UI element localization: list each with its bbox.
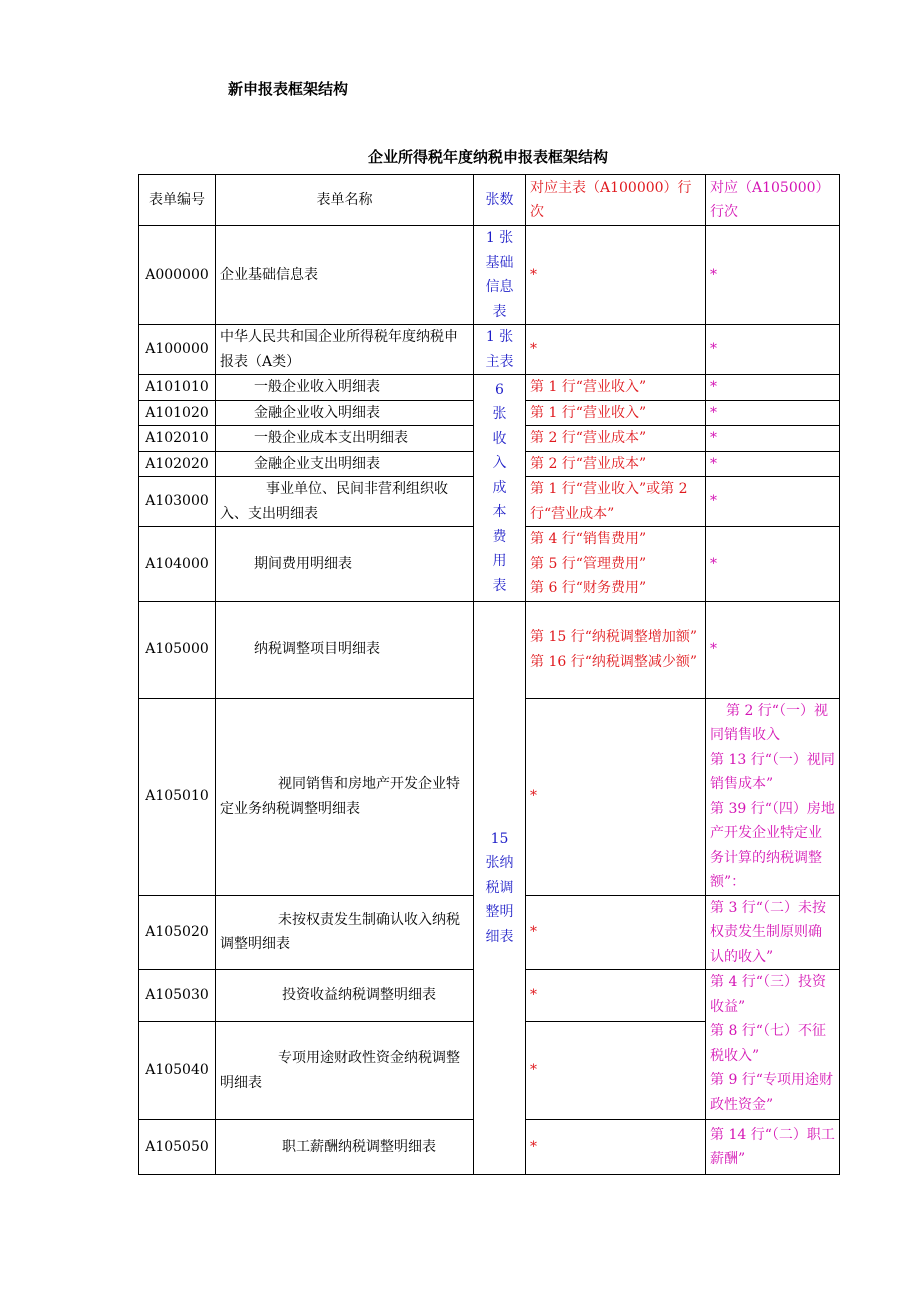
main-ref-cell xyxy=(526,1022,706,1120)
sheet-count: 1 张基础信息表 xyxy=(474,226,526,325)
framework-table xyxy=(138,174,840,1175)
a105000-ref-cell: 第 3 行“（二）未按权责发生制原则确认的收入” xyxy=(706,895,840,970)
document-title: 新申报表框架结构 xyxy=(228,80,349,98)
table-row xyxy=(139,325,840,375)
a105000-ref-cell xyxy=(706,601,840,698)
star-mark: * xyxy=(710,379,717,395)
star-mark: * xyxy=(710,430,717,446)
star-mark: * xyxy=(530,987,537,1004)
main-ref-cell xyxy=(526,895,706,970)
main-ref-cell: 第 2 行“营业成本” xyxy=(526,426,706,452)
form-name: 中华人民共和国企业所得税年度纳税申报表（A类） xyxy=(216,325,474,375)
main-ref-cell xyxy=(526,698,706,895)
sheet-count: 1 张主表 xyxy=(474,325,526,375)
form-code: A105030 xyxy=(139,970,216,1022)
main-ref-line: 第 15 行“纳税调整增加额” xyxy=(530,629,698,645)
form-name: 视同销售和房地产开发企业特定业务纳税调整明细表 xyxy=(216,698,474,895)
form-name: 企业基础信息表 xyxy=(216,226,474,325)
form-name: 职工薪酬纳税调整明细表 xyxy=(216,1120,474,1175)
form-code: A105040 xyxy=(139,1022,216,1120)
star-mark: * xyxy=(710,455,717,472)
main-ref-cell xyxy=(526,970,706,1022)
star-mark: * xyxy=(710,555,717,572)
header-row xyxy=(139,175,840,226)
table-row xyxy=(139,375,840,401)
main-ref-line: 第 5 行“管理费用” xyxy=(530,555,647,572)
form-code: A103000 xyxy=(139,477,216,527)
form-code: A105010 xyxy=(139,698,216,895)
main-ref-cell: 第 1 行“营业收入”或第 2 行“营业成本” xyxy=(526,477,706,527)
form-name: 纳税调整项目明细表 xyxy=(216,601,474,698)
main-ref-cell xyxy=(526,527,706,602)
a105000-ref-cell xyxy=(706,375,840,401)
star-mark: * xyxy=(530,266,537,283)
star-mark: * xyxy=(530,1062,537,1079)
a105000-ref-line: 第 13 行“（一）视同销售成本” xyxy=(710,751,835,792)
form-code: A101010 xyxy=(139,375,216,401)
main-ref-cell xyxy=(526,325,706,375)
main-ref-cell xyxy=(526,1120,706,1175)
a105000-ref-line: 第 2 行“（一）视同销售收入 xyxy=(710,702,828,743)
header-code: 表单编号 xyxy=(139,175,216,226)
form-name: 专项用途财政性资金纳税调整明细表 xyxy=(216,1022,474,1120)
a105000-ref-cell xyxy=(706,970,840,1120)
form-code: A100000 xyxy=(139,325,216,375)
header-name: 表单名称 xyxy=(216,175,474,226)
form-code: A105020 xyxy=(139,895,216,970)
star-mark: * xyxy=(530,1138,537,1155)
star-mark: * xyxy=(710,493,717,510)
a105000-ref-cell: 第 14 行“（二）职工薪酬” xyxy=(706,1120,840,1175)
main-ref-cell xyxy=(526,226,706,325)
form-name: 投资收益纳税调整明细表 xyxy=(216,970,474,1022)
main-ref-cell xyxy=(526,601,706,698)
form-code: A104000 xyxy=(139,527,216,602)
header-a105000-ref: 对应（A105000）行次 xyxy=(706,175,840,226)
a105000-ref-cell xyxy=(706,426,840,452)
main-ref-line: 第 4 行“销售费用” xyxy=(530,531,647,547)
star-mark: * xyxy=(710,266,717,283)
a105000-ref-cell xyxy=(706,477,840,527)
header-main-ref: 对应主表（A100000）行次 xyxy=(526,175,706,226)
form-name: 一般企业收入明细表 xyxy=(216,375,474,401)
sheet-count-tax-adjust: 15 张纳税调整明细表 xyxy=(474,601,526,1175)
a105000-ref-line: 第 4 行“（三）投资收益” xyxy=(710,974,826,1015)
form-code: A102020 xyxy=(139,451,216,477)
a105000-ref-cell xyxy=(706,325,840,375)
sheet-count-income-cost: 6 张收入成本费用表 xyxy=(474,375,526,602)
header-count: 张数 xyxy=(474,175,526,226)
form-name: 未按权责发生制确认收入纳税调整明细表 xyxy=(216,895,474,970)
star-mark: * xyxy=(530,788,537,805)
star-mark: * xyxy=(710,341,717,358)
table-row xyxy=(139,226,840,325)
a105000-ref-cell xyxy=(706,527,840,602)
form-name: 事业单位、民间非营利组织收入、支出明细表 xyxy=(216,477,474,527)
a105000-ref-cell xyxy=(706,226,840,325)
form-code: A101020 xyxy=(139,400,216,426)
form-name: 金融企业收入明细表 xyxy=(216,400,474,426)
form-name: 一般企业成本支出明细表 xyxy=(216,426,474,452)
main-ref-line: 第 16 行“纳税调整减少额” xyxy=(530,653,698,670)
a105000-ref-cell xyxy=(706,698,840,895)
main-ref-cell: 第 2 行“营业成本” xyxy=(526,451,706,477)
form-code: A105000 xyxy=(139,601,216,698)
star-mark: * xyxy=(530,924,537,940)
a105000-ref-line: 第 39 行“（四）房地产开发企业特定业务计算的纳税调整额”： xyxy=(710,800,835,890)
form-code: A000000 xyxy=(139,226,216,325)
form-name: 金融企业支出明细表 xyxy=(216,451,474,477)
a105000-ref-cell xyxy=(706,451,840,477)
star-mark: * xyxy=(710,404,717,421)
a105000-ref-line: 第 9 行“专项用途财政性资金” xyxy=(710,1072,833,1113)
star-mark: * xyxy=(530,341,537,358)
table-title: 企业所得税年度纳税申报表框架结构 xyxy=(367,148,608,166)
star-mark: * xyxy=(710,641,717,658)
main-ref-cell: 第 1 行“营业收入” xyxy=(526,375,706,401)
main-ref-cell: 第 1 行“营业收入” xyxy=(526,400,706,426)
a105000-ref-line: 第 8 行“（七）不征税收入” xyxy=(710,1023,826,1064)
form-code: A105050 xyxy=(139,1120,216,1175)
main-ref-line: 第 6 行“财务费用” xyxy=(530,580,647,596)
table-row xyxy=(139,601,840,698)
form-code: A102010 xyxy=(139,426,216,452)
a105000-ref-cell xyxy=(706,400,840,426)
form-name: 期间费用明细表 xyxy=(216,527,474,602)
